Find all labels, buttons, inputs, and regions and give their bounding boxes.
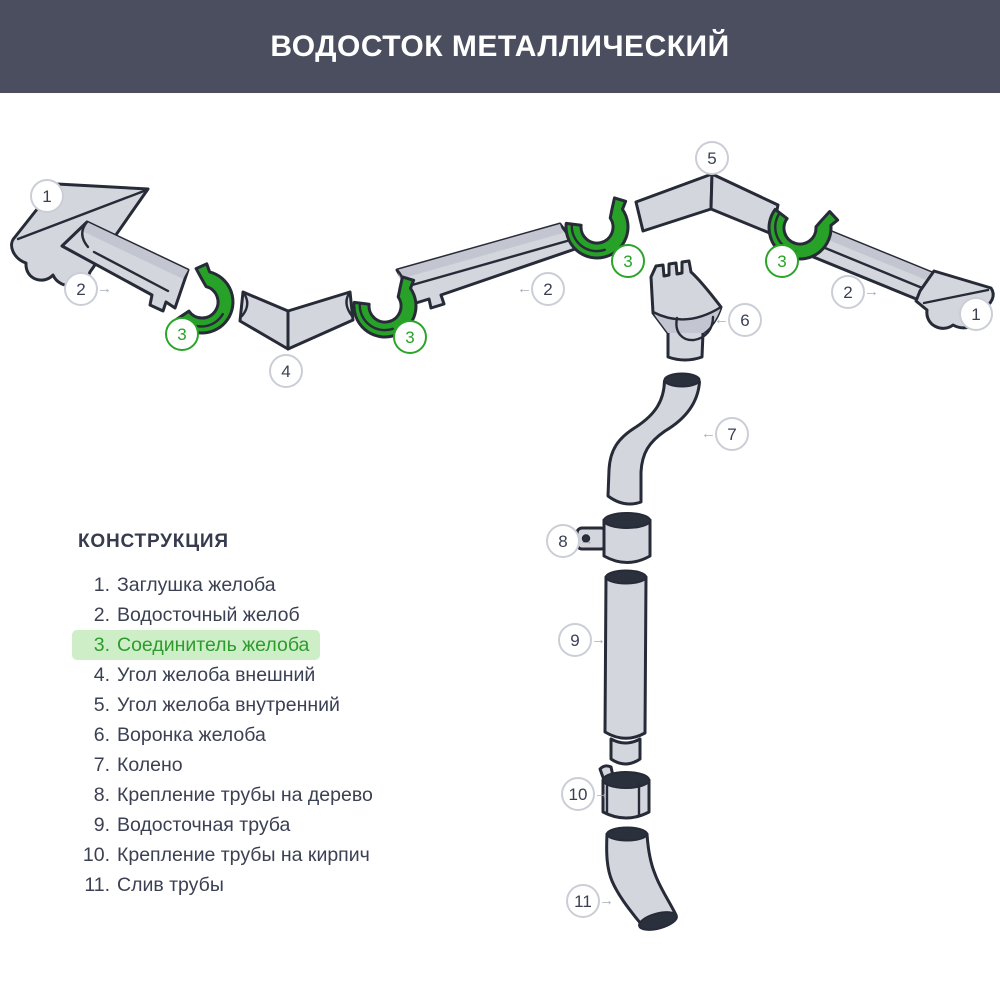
callout-pipe-bracket-brick [561,777,609,811]
callout-number: 5 [707,148,717,168]
callout-connector-1 [165,317,199,351]
downpipe-part [605,571,646,765]
callout-number: 8 [558,531,568,551]
callout-connector-3 [611,244,645,278]
callout-number: 11 [574,891,592,911]
arrow-right-icon: → [97,280,112,298]
arrow-right-icon: → [864,283,879,301]
callout-number: 2 [843,282,853,302]
arrow-right-icon: → [579,532,594,550]
legend-item-7: 7. Колено [93,753,183,776]
callout-connector-4 [765,244,799,278]
callout-number: 3 [623,251,633,271]
legend-item-1: 1. Заглушка желоба [93,573,276,596]
legend-item-3-highlighted: 3. Соединитель желоба [72,630,320,660]
legend-item-8: 8. Крепление трубы на дерево [93,783,373,806]
arrow-left-icon: ← [517,280,532,298]
callout-number: 1 [42,186,52,206]
legend-item-9: 9. Водосточная труба [93,813,291,836]
callout-funnel [714,303,762,337]
arrow-left-icon: ← [714,311,729,329]
legend-item-11: 11. Слив трубы [84,873,224,896]
callout-number: 3 [777,251,787,271]
callout-gutter-left [64,272,112,306]
callout-number: 7 [727,424,737,444]
callout-elbow [701,417,749,451]
arrow-left-icon: ← [701,425,716,443]
callout-gutter-middle [517,272,565,306]
legend-item-5: 5. Угол желоба внутренний [93,693,340,716]
callout-number: 4 [281,361,291,381]
callout-downpipe [558,623,606,657]
outer-corner-part [240,292,353,349]
callout-pipe-outlet [566,884,614,918]
callout-number: 10 [568,784,588,804]
callout-pipe-bracket-wood [546,524,594,558]
pipe-outlet-part [607,828,679,934]
callout-number: 3 [405,327,415,347]
callout-number: 3 [177,324,187,344]
callout-number: 2 [543,279,553,299]
callout-number: 6 [740,310,750,330]
callout-gutter-right [831,275,879,309]
elbow-part [608,374,700,505]
legend-item-4: 4. Угол желоба внешний [93,663,316,686]
legend-item-2: 2. Водосточный желоб [93,603,300,626]
arrow-right-icon: → [591,631,606,649]
funnel-part [651,261,721,360]
callout-number: 2 [76,279,86,299]
callout-connector-2 [393,320,427,354]
legend [72,531,384,900]
callout-number: 9 [570,630,580,650]
callout-inner-corner [695,141,729,175]
legend-item-10: 10. Крепление трубы на кирпич [82,843,370,866]
inner-corner-part [636,174,778,234]
callout-end-cap-left [30,179,64,213]
arrow-right-icon: → [594,785,609,803]
callout-number: 1 [971,304,981,324]
callout-outer-corner [269,354,303,388]
legend-item-6: 6. Воронка желоба [93,723,266,746]
legend-title: КОНСТРУКЦИЯ [78,531,229,552]
page-title: ВОДОСТОК МЕТАЛЛИЧЕСКИЙ [270,29,730,63]
arrow-right-icon: → [599,892,614,910]
callout-end-cap-right [959,297,993,331]
